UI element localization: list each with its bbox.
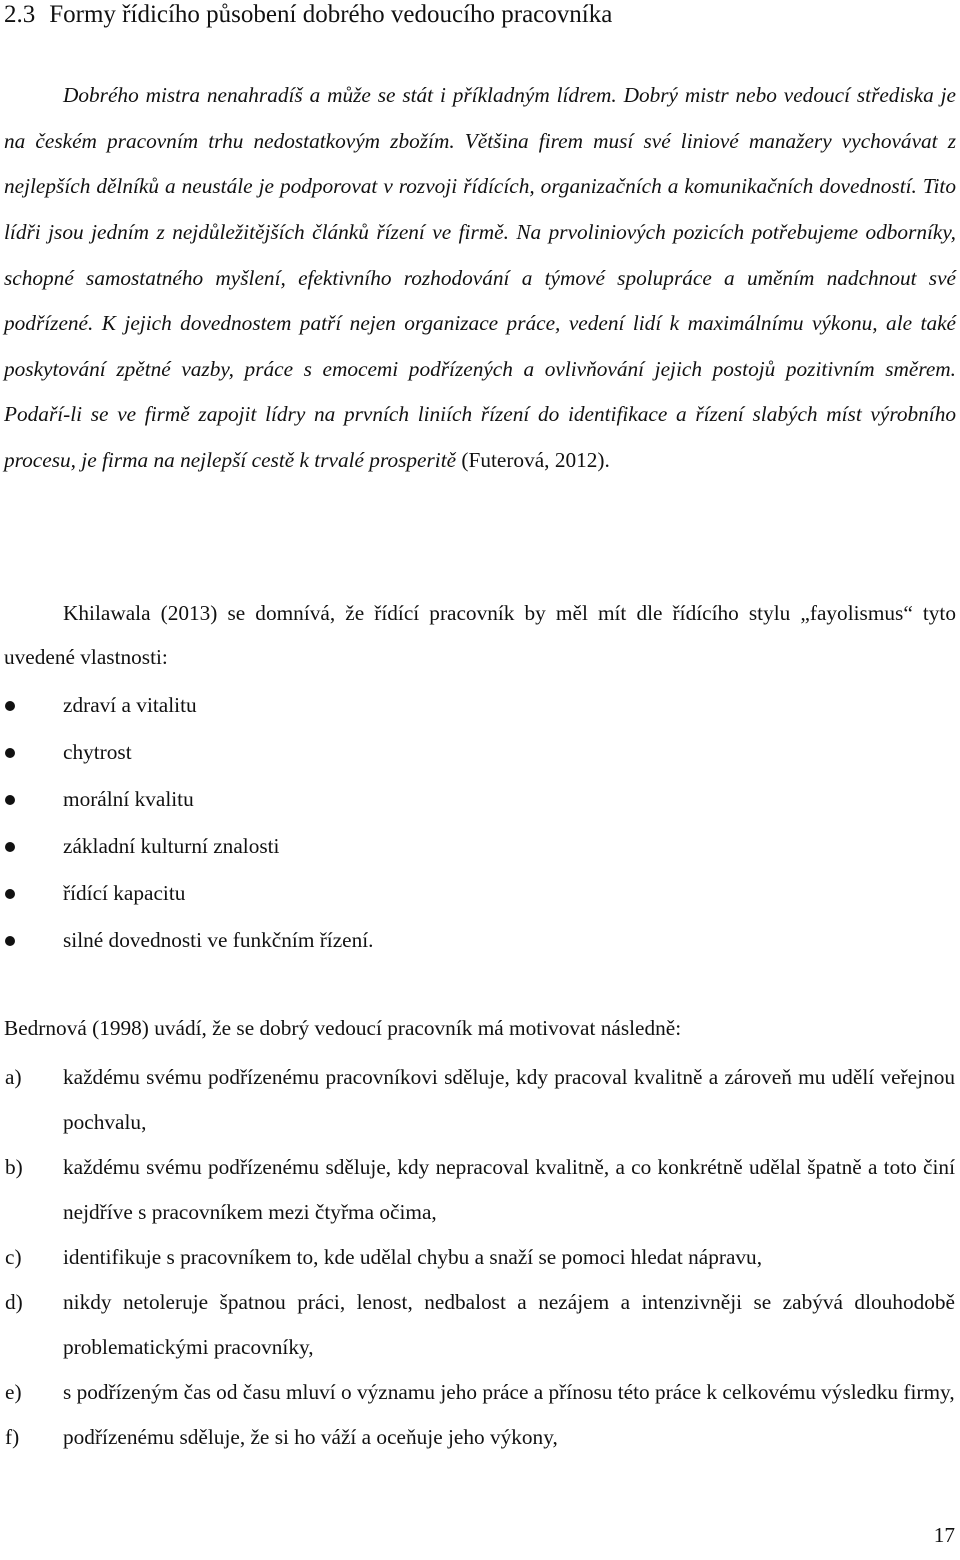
bullet-item — [0, 870, 960, 917]
bullet-dot-icon — [5, 842, 15, 852]
lettered-item — [0, 1370, 955, 1415]
bullet-item — [0, 776, 960, 823]
lettered-item-mark: f) — [5, 1425, 20, 1449]
lettered-item — [0, 1235, 955, 1280]
bullet-item-text: řídící kapacitu — [63, 881, 186, 905]
bullet-item-text: chytrost — [63, 740, 132, 764]
bullet-dot-icon — [5, 701, 15, 711]
section-number: 2.3 — [4, 1, 36, 28]
lettered-item-mark: a) — [5, 1065, 22, 1089]
bullet-item — [0, 823, 960, 870]
bullet-item-text: silné dovednosti ve funkčním řízení. — [63, 928, 374, 952]
bullet-item — [0, 729, 960, 776]
lettered-item-text: každému svému podřízenému pracovníkovi sděluje, kdy pracoval kvalitně a zároveň mu udělí veřejnou pochvalu, — [63, 1065, 955, 1134]
paragraph-mistr — [4, 73, 956, 483]
lettered-item-text: s podřízeným čas od času mluví o významu jeho práce a přínosu této práce k celkovému výsledku firmy, — [63, 1380, 955, 1404]
lettered-list-motivation — [0, 1055, 960, 1460]
lettered-item — [0, 1055, 955, 1145]
page-number: 17 — [933, 1523, 955, 1547]
lettered-item-text: nikdy netoleruje špatnou práci, lenost, nedbalost a nezájem a intenzivněji se zabývá dlouhodobě problematickými pracovníky, — [63, 1290, 955, 1359]
bullet-dot-icon — [5, 936, 15, 946]
lettered-item-mark: e) — [5, 1380, 22, 1404]
section-heading — [4, 0, 612, 30]
bullet-item-text: zdraví a vitalitu — [63, 693, 197, 717]
bullet-item — [0, 917, 960, 964]
paragraph-bedrnova: Bedrnová (1998) uvádí, že se dobrý vedoucí pracovník má motivovat následně: — [4, 1016, 682, 1041]
section-title: Formy řídicího působení dobrého vedoucího pracovníka — [49, 1, 613, 28]
bullet-dot-icon — [5, 889, 15, 899]
bullet-list-qualities — [0, 682, 960, 964]
lettered-item-text: podřízenému sděluje, že si ho váží a oceňuje jeho výkony, — [63, 1425, 558, 1449]
lettered-item-mark: c) — [5, 1245, 22, 1269]
bullet-dot-icon — [5, 748, 15, 758]
lettered-item-mark: d) — [5, 1290, 23, 1314]
paragraph-khilawala: Khilawala (2013) se domnívá, že řídící pracovník by měl mít dle řídícího stylu „fayolismus“ tyto uvedené vlastnosti: — [4, 601, 956, 670]
lettered-item-mark: b) — [5, 1155, 23, 1179]
lettered-item-text: identifikuje s pracovníkem to, kde udělal chybu a snaží se pomoci hledat nápravu, — [63, 1245, 763, 1269]
bullet-dot-icon — [5, 795, 15, 805]
lettered-item — [0, 1280, 955, 1370]
bullet-item-text: morální kvalitu — [63, 787, 194, 811]
lettered-item — [0, 1145, 955, 1235]
bullet-item-text: základní kulturní znalosti — [63, 834, 280, 858]
bullet-item — [0, 682, 960, 729]
paragraph-mistr-citation: (Futerová, 2012). — [456, 448, 610, 473]
lettered-item — [0, 1415, 955, 1460]
lettered-item-text: každému svému podřízenému sděluje, kdy nepracoval kvalitně, a co konkrétně udělal špatně a toto činí nejdříve s pracovníkem mezi čtyřma očima, — [63, 1155, 955, 1224]
paragraph-mistr-italic-text: Dobrého mistra nenahradíš a může se stát i příkladným lídrem. Dobrý mistr nebo vedoucí střediska je na českém pracovním trhu nedostatkovým zbožím. Většina firem musí své liniové manažery vychovávat z nejlepších dělníků a neustále je podporovat v rozvoji řídících, organizačních a komunikačních dovedností. Tito lídři jsou jedním z nejdůležitějších článků řízení ve firmě. Na prvoliniových pozicích potřebujeme odborníky, schopné samostatného myšlení, efektivního rozhodování a týmové spolupráce a uměním nadchnout své podřízené. K jejich dovednostem patří nejen organizace práce, vedení lidí k maximálnímu výkonu, ale také poskytování zpětné vazby, práce s emocemi podřízených a ovlivňování jejich postojů pozitivním směrem. Podaří-li se ve firmě zapojit lídry na prvních liniích řízení do identifikace a řízení slabých míst výrobního procesu, je firma na nejlepší cestě k trvalé prosperitě — [4, 83, 956, 473]
